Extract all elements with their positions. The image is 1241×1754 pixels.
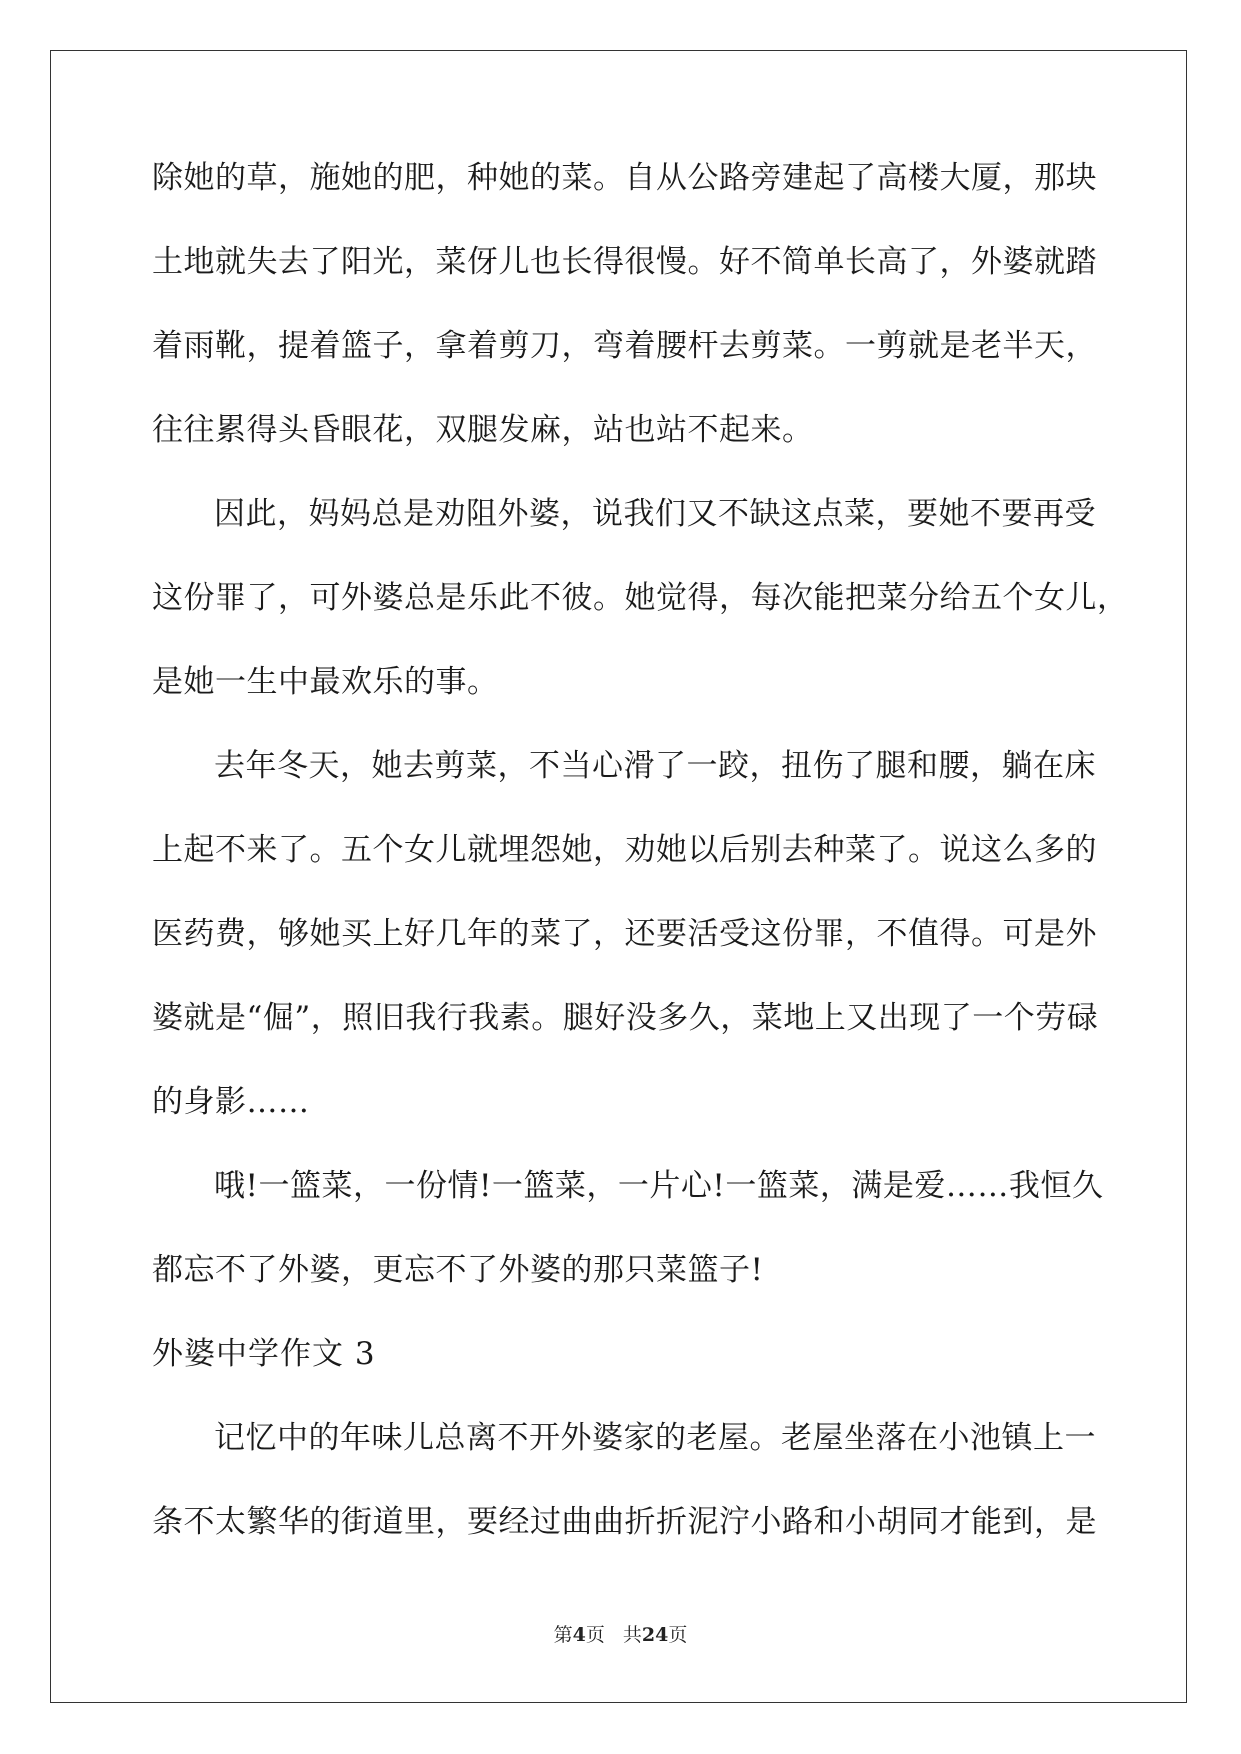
- text-line: 土地就失去了阳光，菜伢儿也长得很慢。好不简单长高了，外婆就踏: [152, 244, 1097, 280]
- section-heading: 外婆中学作文 3: [152, 1336, 376, 1372]
- footer-total-prefix: 共: [622, 1624, 642, 1646]
- document-body: [152, 160, 1129, 1588]
- current-page-number: 4: [572, 1624, 586, 1646]
- page-footer: [0, 1620, 1241, 1647]
- text-line: 是她一生中最欢乐的事。: [152, 664, 499, 700]
- text-line: 都忘不了外婆，更忘不了外婆的那只菜篮子!: [152, 1252, 764, 1288]
- footer-total-suffix: 页: [668, 1624, 688, 1646]
- text-line: 往往累得头昏眼花，双腿发麻，站也站不起来。: [152, 412, 814, 448]
- text-line: 这份罪了，可外婆总是乐此不彼。她觉得，每次能把菜分给五个女儿，: [152, 580, 1129, 616]
- text-line: 婆就是“倔”，照旧我行我素。腿好没多久，菜地上又出现了一个劳碌: [152, 1000, 1099, 1036]
- total-page-count: 24: [641, 1624, 669, 1646]
- paragraph-start-line: 去年冬天，她去剪菜，不当心滑了一跤，扭伤了腿和腰，躺在床: [214, 748, 1096, 784]
- footer-page-suffix: 页: [585, 1624, 605, 1646]
- text-line: 医药费，够她买上好几年的菜了，还要活受这份罪，不值得。可是外: [152, 916, 1097, 952]
- text-line: 条不太繁华的街道里，要经过曲曲折折泥泞小路和小胡同才能到，是: [152, 1504, 1097, 1540]
- paragraph-start-line: 哦!一篮菜，一份情!一篮菜，一片心!一篮菜，满是爱……我恒久: [214, 1168, 1104, 1204]
- text-line: 着雨靴，提着篮子，拿着剪刀，弯着腰杆去剪菜。一剪就是老半天，: [152, 328, 1097, 364]
- paragraph-start-line: 记忆中的年味儿总离不开外婆家的老屋。老屋坐落在小池镇上一: [214, 1420, 1096, 1456]
- paragraph-start-line: 因此，妈妈总是劝阻外婆，说我们又不缺这点菜，要她不要再受: [214, 496, 1096, 532]
- text-line: 的身影……: [152, 1084, 310, 1120]
- text-line: 上起不来了。五个女儿就埋怨她，劝她以后别去种菜了。说这么多的: [152, 832, 1097, 868]
- footer-prefix: 第: [553, 1624, 573, 1646]
- text-line: 除她的草，施她的肥，种她的菜。自从公路旁建起了高楼大厦，那块: [152, 160, 1097, 196]
